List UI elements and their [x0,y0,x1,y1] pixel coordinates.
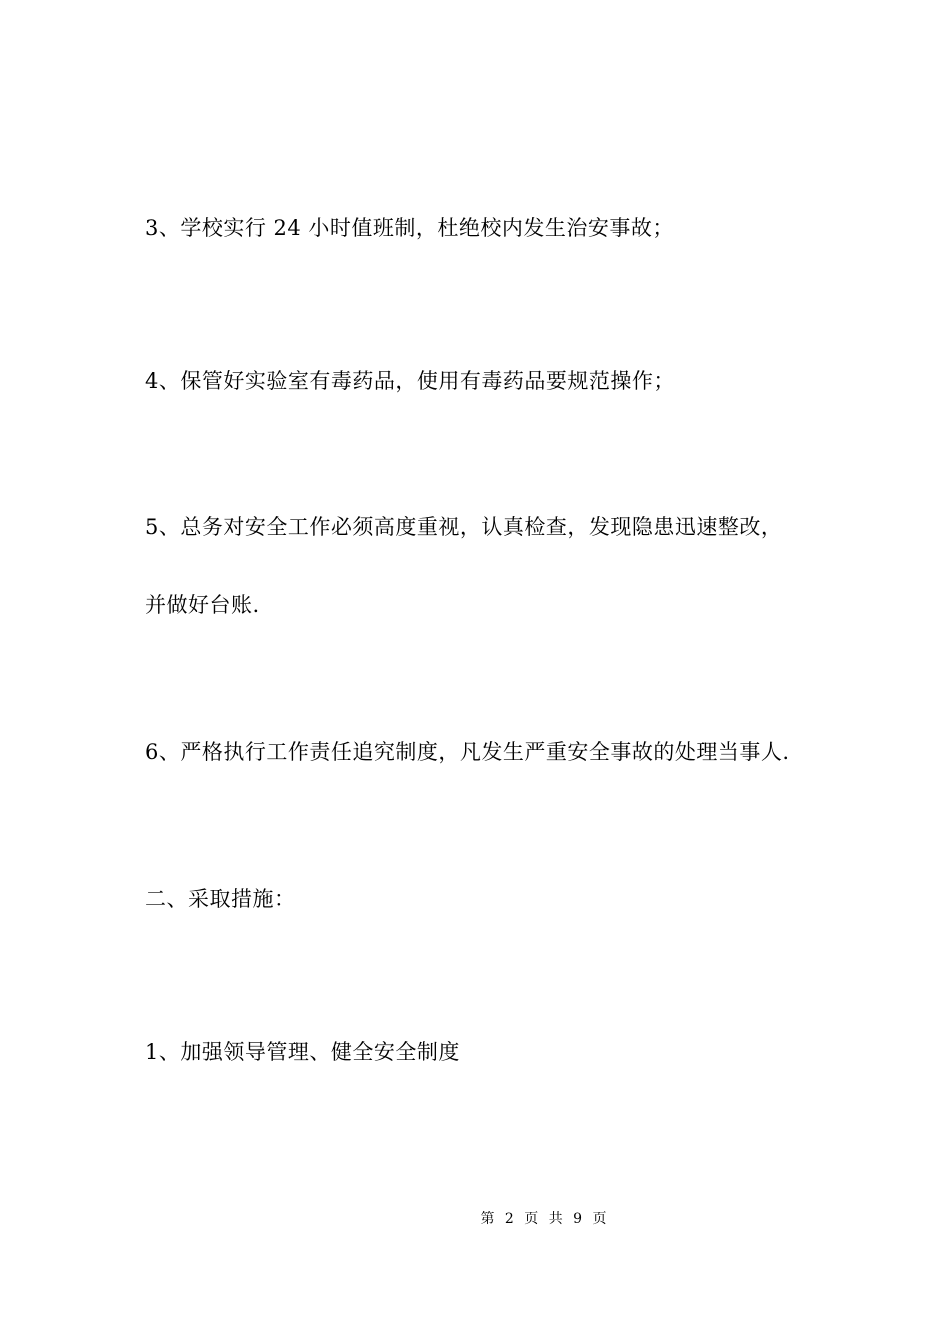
paragraph-lab-chemicals: 4、保管好实验室有毒药品，使用有毒药品要规范操作； [145,369,675,393]
section-heading-measures: 二、采取措施： [145,887,296,911]
paragraph-general-affairs-continued: 并做好台账. [145,593,260,617]
paragraph-leadership: 1、加强领导管理、健全安全制度 [145,1040,460,1064]
paragraph-accountability: 6、严格执行工作责任追究制度，凡发生严重安全事故的处理当事人. [145,740,790,764]
paragraph-general-affairs: 5、总务对安全工作必须高度重视，认真检查，发现隐患迅速整改， [145,515,783,539]
page-number-footer: 第 2 页 共 9 页 [480,1211,610,1227]
paragraph-duty-system: 3、学校实行 24 小时值班制，杜绝校内发生治安事故； [145,216,674,240]
